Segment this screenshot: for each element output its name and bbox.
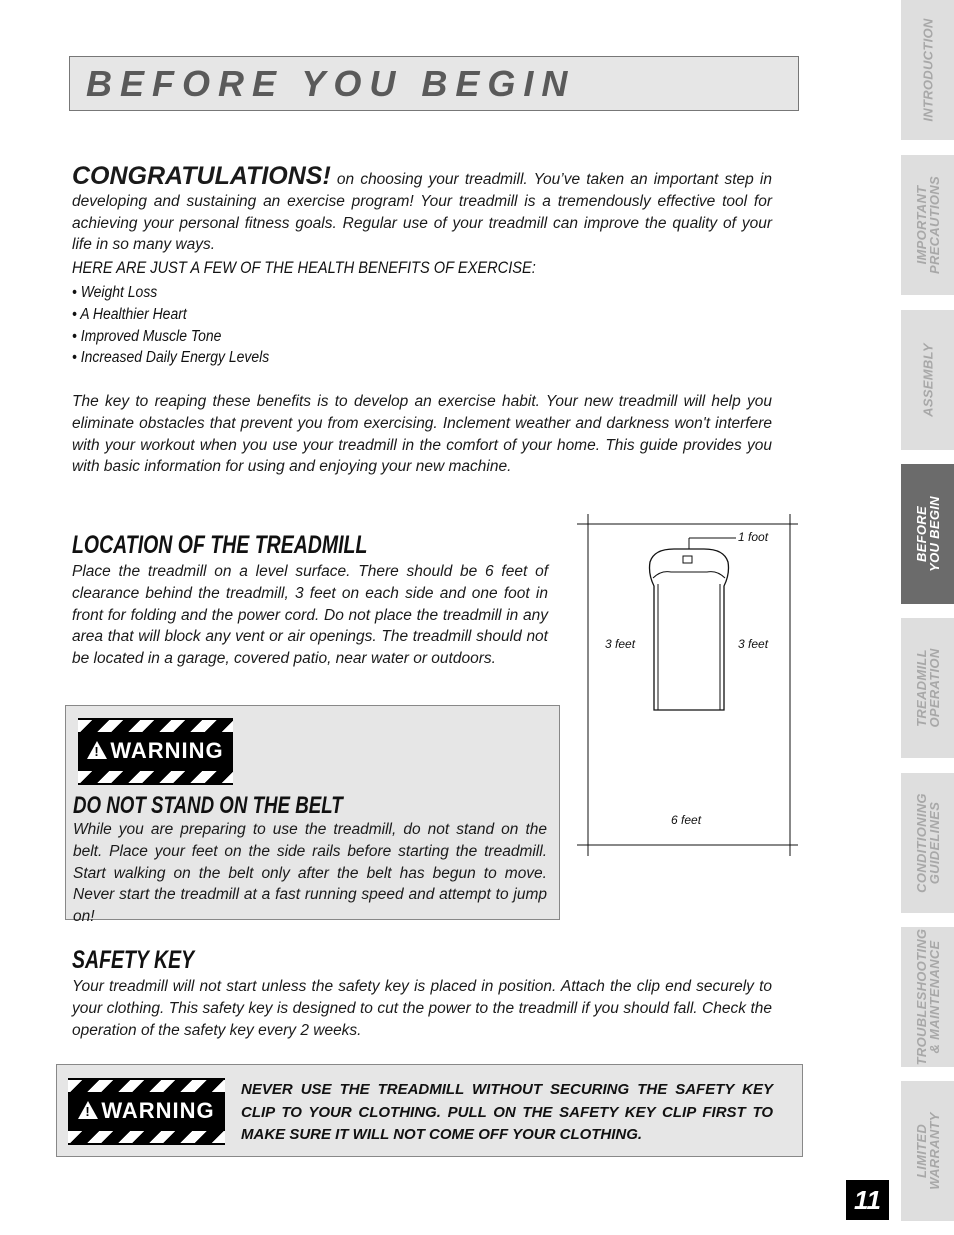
left-clearance-label: 3 feet — [605, 637, 636, 651]
congrats-heading: CONGRATULATIONS! — [72, 162, 331, 190]
warning-triangle-icon: ! — [87, 741, 107, 759]
tab-label: CONDITIONING — [913, 793, 929, 893]
tab-label: TREADMILL — [913, 649, 929, 727]
safety-key-warning-box — [56, 1064, 803, 1157]
list-item: • Improved Muscle Tone — [72, 327, 222, 345]
intro-paragraph — [72, 162, 772, 256]
tab-label: & MAINTENANCE — [926, 940, 942, 1054]
belt-warning-text: While you are preparing to use the treadmill, do not stand on the belt. Place your feet on the side rails before starting the treadmill. Start walking on the belt only after the belt has begun to move. Never start the treadmill at a fast running speed and attempt to jump on! — [73, 821, 547, 926]
tab-label: GUIDELINES — [926, 801, 942, 885]
tab-assembly[interactable] — [901, 310, 954, 450]
tab-label: TROUBLESHOOTING — [913, 928, 929, 1066]
benefits-list — [72, 282, 269, 369]
tab-label: IMPORTANT — [913, 185, 929, 265]
clearance-diagram-svg — [574, 514, 804, 859]
warning-badge — [68, 1078, 225, 1145]
belt-warning-box — [65, 705, 560, 926]
clearance-diagram — [574, 514, 804, 859]
page-title: BEFORE YOU BEGIN — [86, 63, 576, 104]
page-number: 11 — [846, 1180, 889, 1220]
belt-warning-heading: DO NOT STAND ON THE BELT — [73, 792, 343, 819]
tab-label: PRECAUTIONS — [926, 176, 942, 274]
congrats-text: on choosing your treadmill. You’ve taken an important step in developing and sustaining an exercise program! Your treadmill is a tremendously effective tool for achieving your personal fitness goals. Regular use of your treadmill can improve the quality of your life in so many ways. — [72, 171, 772, 254]
tab-before-you-begin[interactable] — [901, 464, 954, 604]
warning-label: WARNING — [101, 1098, 215, 1123]
tab-conditioning-guidelines[interactable] — [901, 773, 954, 913]
safety-key-warning-text: NEVER USE THE TREADMILL WITHOUT SECURING THE SAFETY KEY CLIP TO YOUR CLOTHING. PULL ON THE SAFETY KEY CLIP FIRST TO MAKE SURE IT WILL NOT COME OFF YOUR CLOTHING. — [241, 1081, 773, 1143]
benefits-heading: HERE ARE JUST A FEW OF THE HEALTH BENEFITS OF EXERCISE: — [72, 258, 536, 277]
tab-label: BEFORE — [913, 506, 929, 562]
rear-clearance-label: 6 feet — [671, 813, 702, 827]
key-paragraph: The key to reaping these benefits is to develop an exercise habit. Your new treadmill will help you eliminate obstacles that prevent you from exercising. Inclement weather and darkness won't interfere with your workout when you use your treadmill in the comfort of your home. This guide provides you with basic information for using and enjoying your new machine. — [72, 393, 772, 476]
warning-label: WARNING — [110, 738, 224, 763]
list-item: • A Healthier Heart — [72, 305, 187, 323]
safety-key-text: Your treadmill will not start unless the safety key is placed in position. Attach the clip end securely to your clothing. This safety key is designed to cut the power to the treadmill if you should fall. Check the operation of the safety key every 2 weeks. — [72, 978, 772, 1039]
front-clearance-label: 1 foot — [738, 530, 769, 544]
header-banner — [69, 56, 799, 111]
warning-triangle-icon: ! — [78, 1101, 98, 1119]
right-clearance-label: 3 feet — [738, 637, 769, 651]
list-item: • Weight Loss — [72, 284, 158, 301]
tab-limited-warranty[interactable] — [901, 1081, 954, 1221]
warning-badge — [78, 718, 233, 785]
safety-key-heading: SAFETY KEY — [72, 946, 195, 974]
tab-introduction[interactable] — [901, 0, 954, 140]
location-text: Place the treadmill on a level surface. There should be 6 feet of clearance behind the treadmill, 3 feet on each side and one foot in front for folding and the power cord. Do not place the treadmill in any area that will block any vent or air openings. The treadmill should not be located in a garage, covered patio, near water or outdoors. — [72, 563, 548, 668]
tab-treadmill-operation[interactable] — [901, 618, 954, 758]
list-item: • Increased Daily Energy Levels — [72, 349, 270, 367]
tab-label: LIMITED — [913, 1123, 929, 1179]
tab-troubleshooting-maintenance[interactable] — [901, 927, 954, 1067]
tab-label: INTRODUCTION — [920, 18, 935, 122]
tab-label: ASSEMBLY — [920, 343, 935, 417]
tab-label: YOU BEGIN — [926, 496, 942, 572]
location-heading: LOCATION OF THE TREADMILL — [72, 531, 368, 559]
tab-label: OPERATION — [926, 648, 942, 728]
tab-important-precautions[interactable] — [901, 155, 954, 295]
tab-label: WARRANTY — [926, 1112, 942, 1190]
